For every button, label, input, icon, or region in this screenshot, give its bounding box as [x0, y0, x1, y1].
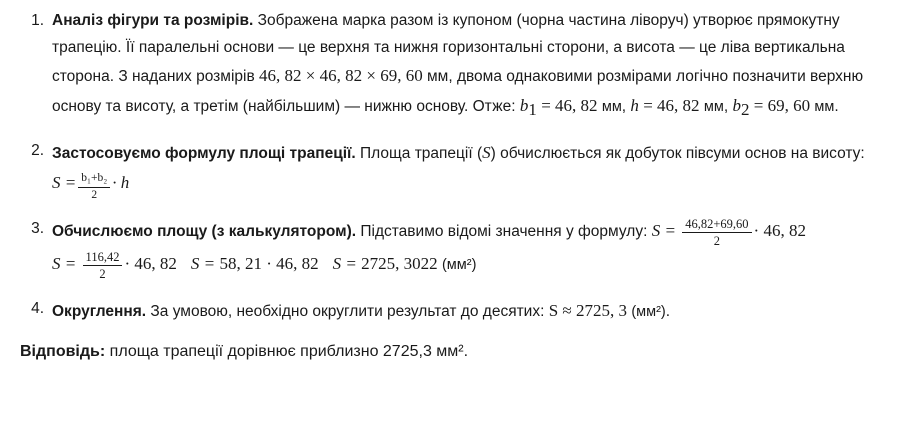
step-3-calc-1 — [651, 217, 806, 249]
step-3-calc-1-numerator: 46,82+69,60 — [682, 217, 751, 233]
step-4-unit: (мм²) — [631, 303, 666, 320]
step-2-text-2: ) обчислюється як добуток півсуми основ на висоту: — [490, 145, 865, 163]
step-3-calc-2-rhs: · 46, 82 — [124, 253, 177, 273]
step-3-calc-2-fraction — [83, 250, 123, 282]
step-1-b2-symbol: b — [732, 95, 741, 115]
step-3-title: Обчислюємо площу (з калькулятором). — [52, 222, 357, 240]
step-1-text-1: Зображена марка разом із купоном (чорна частина ліворуч) утворює прямокутну трапецію. Її паралельні основи — це верхня та нижня горизонтальні сторони, а висота — це ліва вертикальна сторона. З наданих розмірів — [52, 12, 845, 86]
step-2-formula-fraction — [78, 172, 110, 201]
step-3-unit: (мм²) — [441, 256, 477, 273]
step-1-text-2: мм, двома однаковими розмірами логічно позначити верхню основу та висоту, а третім (найбільшим) — нижню основу. Отже: — [52, 68, 864, 115]
step-2-formula-rhs: · h — [112, 172, 130, 192]
step-3-calc-4 — [332, 253, 438, 273]
step-1-math-dimensions: 46, 82 × 46, 82 × 69, 60 — [259, 66, 423, 86]
step-3 — [52, 216, 906, 282]
step-1-b1-value: = 46, 82 — [541, 95, 598, 115]
step-1-b2-unit: мм — [814, 98, 835, 115]
step-4-text-1: За умовою, необхідно округлити результат до десятих: — [150, 302, 545, 320]
step-2 — [52, 138, 906, 201]
step-3-calc-1-rhs: · 46, 82 — [753, 220, 806, 240]
step-4-result: S ≈ 2725, 3 — [548, 300, 628, 320]
step-2-formula-denominator: 2 — [91, 188, 98, 201]
step-3-calc-4-rhs: 2725, 3022 — [361, 253, 438, 273]
step-3-text-1: Підставимо відомі значення у формулу: — [360, 222, 648, 240]
step-1-b2-value: = 69, 60 — [753, 95, 811, 115]
step-1-b1-unit: мм — [601, 98, 622, 115]
step-2-formula-numerator: b₁+b₂ — [78, 172, 110, 187]
step-4-title: Округлення. — [52, 302, 147, 320]
step-1-b1-symbol: b — [519, 95, 529, 115]
step-3-calc-4-lhs: S = — [332, 253, 357, 273]
step-1-b1-expression: $b_1 = 46$, 82 мм, — [519, 95, 627, 120]
step-3-calc-1-lhs: S = — [651, 220, 676, 240]
step-1-b2-subscript: 2 — [740, 100, 750, 120]
step-2-formula — [52, 172, 130, 201]
step-2-formula-lhs: S = — [52, 172, 77, 192]
step-3-calc-3-rhs: 58, 21 · 46, 82 — [219, 253, 319, 273]
step-4-period: . — [665, 302, 671, 320]
step-1-h-value: = 46, 82 — [643, 95, 700, 115]
step-2-title: Застосовуємо формулу площі трапеції. — [52, 145, 356, 163]
answer-label: Відповідь: — [20, 343, 106, 361]
step-1-title: Аналіз фігури та розмірів. — [52, 12, 254, 29]
step-3-calc-2 — [52, 250, 177, 282]
step-3-calc-1-denominator: 2 — [713, 234, 721, 249]
step-2-area-symbol: S — [482, 143, 491, 163]
step-3-calc-2-lhs: S = — [52, 253, 77, 273]
step-1 — [52, 8, 906, 124]
step-3-calc-3-lhs: S = — [190, 253, 216, 273]
step-3-calc-3 — [190, 253, 319, 273]
step-3-calc-2-denominator: 2 — [99, 267, 106, 282]
step-3-calc-2-numerator: 116,42 — [83, 250, 123, 266]
step-1-h-unit: мм — [703, 98, 724, 115]
final-answer — [20, 339, 906, 365]
solution-steps-list — [10, 8, 906, 325]
step-1-h-expression: h = 46, 82 мм, — [630, 95, 729, 115]
step-4 — [52, 296, 906, 326]
answer-text: площа трапеції дорівнює приблизно 2725,3 мм². — [109, 343, 469, 361]
step-2-text-1: Площа трапеції ( — [360, 145, 483, 163]
step-3-calc-1-fraction — [682, 217, 751, 249]
step-1-h-symbol: h — [630, 95, 639, 115]
step-1-b2-expression — [732, 95, 839, 120]
step-1-period: . — [834, 97, 839, 115]
step-1-b1-subscript: 1 — [528, 100, 537, 120]
